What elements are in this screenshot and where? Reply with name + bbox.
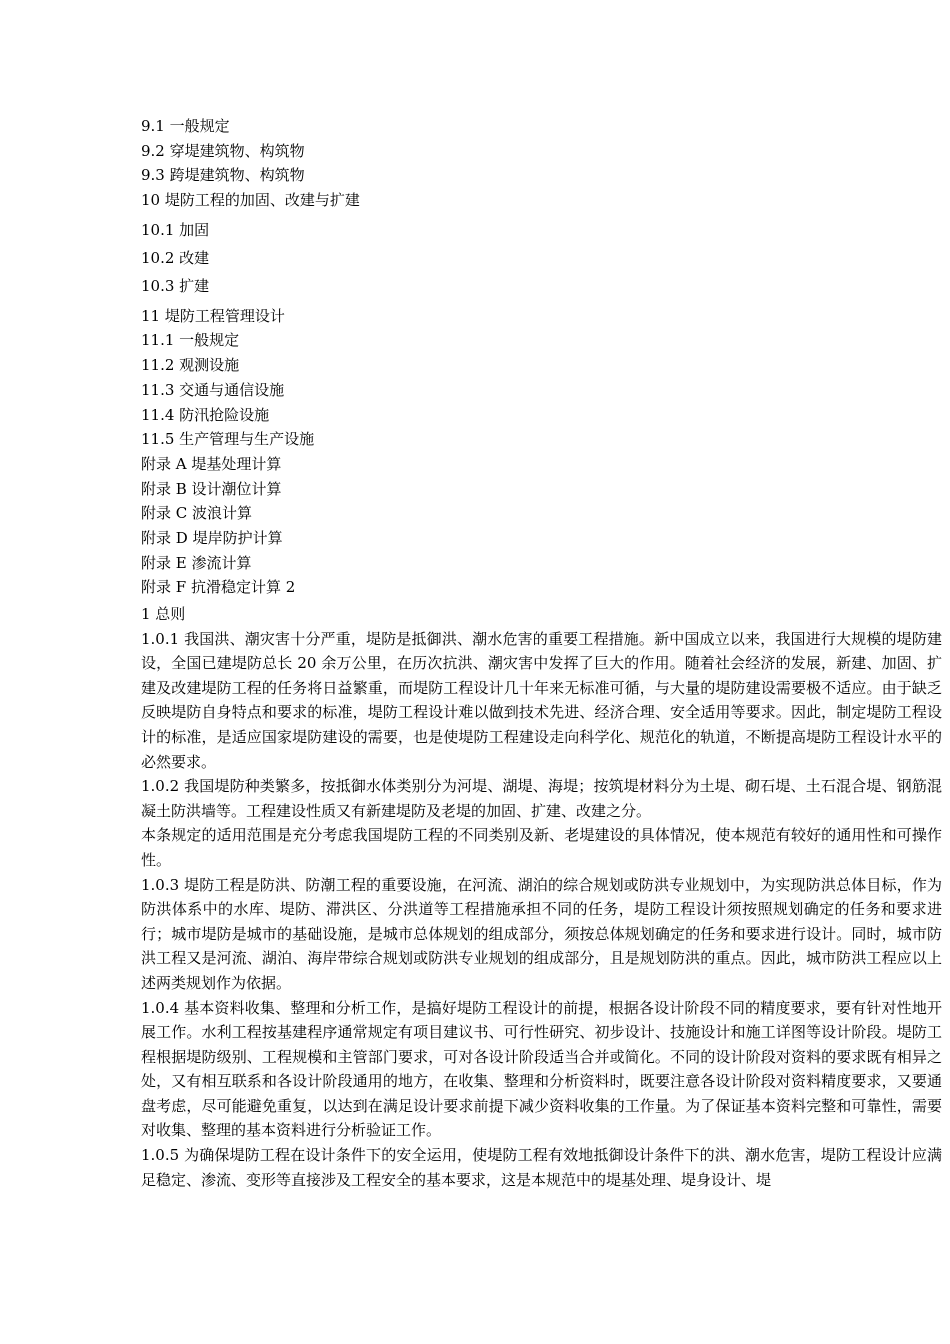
toc-entry-appendix-f: 附录 F 抗滑稳定计算 2	[141, 578, 296, 597]
toc-entry-9-1: 9.1 一般规定	[141, 117, 230, 135]
toc-entry-11: 11 堤防工程管理设计	[141, 306, 285, 325]
toc-entry-10-2: 10.2 改建	[141, 249, 210, 268]
toc-entry-appendix-d: 附录 D 堤岸防护计算	[141, 528, 283, 547]
toc-entry-11-5: 11.5 生产管理与生产设施	[141, 430, 315, 449]
toc-entry-9-2: 9.2 穿堤建筑物、构筑物	[141, 141, 305, 160]
paragraph-1-0-2: 1.0.2 我国堤防种类繁多，按抵御水体类别分为河堤、湖堤、海堤；按筑堤材料分为土堤、砌石堤、土石混合堤、钢筋混凝土防洪墙等。工程建设性质又有新建堤防及老堤的加固、扩建、改建之分。	[141, 777, 942, 820]
paragraph-1-0-4: 1.0.4 基本资料收集、整理和分析工作，是搞好堤防工程设计的前提，根据各设计阶段不同的精度要求，要有针对性地开展工作。水利工程按基建程序通常规定有项目建议书、可行性研究、初步设计、技施设计和施工详图等设计阶段。堤防工程根据堤防级别、工程规模和主管部门要求，可对各设计阶段适当合并或简化。不同的设计阶段对资料的要求既有相异之处，又有相互联系和各设计阶段通用的地方，在收集、整理和分析资料时，既要注意各设计阶段对资料精度要求，又要通盘考虑，尽可能避免重复，以达到在满足设计要求前提下减少资料收集的工作量。为了保证基本资料完整和可靠性，需要对收集、整理的基本资料进行分析验证工作。	[141, 998, 942, 1140]
body-text	[141, 602, 942, 1192]
toc-entry-10-1: 10.1 加固	[141, 221, 210, 240]
toc-entry-11-1: 11.1 一般规定	[141, 331, 240, 350]
toc-entry-appendix-e: 附录 E 渗流计算	[141, 553, 252, 572]
toc-entry-10: 10 堤防工程的加固、改建与扩建	[141, 191, 360, 210]
paragraph-1-0-5: 1.0.5 为确保堤防工程在设计条件下的安全运用，使堤防工程有效地抵御设计条件下的洪、潮水危害，堤防工程设计应满足稳定、渗流、变形等直接涉及工程安全的基本要求，这是本规范中的堤基处理、堤身设计、堤	[141, 1146, 942, 1189]
toc-entry-11-2: 11.2 观测设施	[141, 356, 240, 375]
table-of-contents	[141, 114, 781, 600]
section-heading: 1 总则	[141, 605, 186, 623]
toc-entry-11-3: 11.3 交通与通信设施	[141, 380, 285, 399]
toc-entry-appendix-b: 附录 B 设计潮位计算	[141, 479, 282, 498]
paragraph-1-0-1: 1.0.1 我国洪、潮灾害十分严重，堤防是抵御洪、潮水危害的重要工程措施。新中国成立以来，我国进行大规模的堤防建设，全国已建堤防总长 20 余万公里，在历次抗洪、潮灾害中发挥了巨大的作用。随着社会经济的发展，新建、加固、扩建及改建堤防工程的任务将日益繁重，而堤防工程设计几十年来无标准可循，与大量的堤防建设需要极不适应。由于缺乏反映堤防自身特点和要求的标准，堤防工程设计难以做到技术先进、经济合理、安全适用等要求。因此，制定堤防工程设计的标准，是适应国家堤防建设的需要，也是使堤防工程建设走向科学化、规范化的轨道，不断提高堤防工程设计水平的必然要求。	[141, 629, 942, 771]
toc-entry-10-3: 10.3 扩建	[141, 277, 210, 296]
toc-entry-9-3: 9.3 跨堤建筑物、构筑物	[141, 166, 305, 185]
paragraph-scope: 本条规定的适用范围是充分考虑我国堤防工程的不同类别及新、老堤建设的具体情况，使本规范有较好的通用性和可操作性。	[141, 826, 942, 869]
toc-entry-appendix-a: 附录 A 堤基处理计算	[141, 454, 282, 473]
toc-entry-appendix-c: 附录 C 波浪计算	[141, 504, 253, 523]
paragraph-1-0-3: 1.0.3 堤防工程是防洪、防潮工程的重要设施，在河流、湖泊的综合规划或防洪专业规划中，为实现防洪总体目标，作为防洪体系中的水库、堤防、滞洪区、分洪道等工程措施承担不同的任务，堤防工程设计须按照规划确定的任务和要求进行；城市堤防是城市的基础设施，是城市总体规划的组成部分，须按总体规划确定的任务和要求进行设计。同时，城市防洪工程又是河流、湖泊、海岸带综合规划或防洪专业规划的组成部分，且是规划防洪的重点。因此，城市防洪工程应以上述两类规划作为依据。	[141, 875, 942, 992]
toc-entry-11-4: 11.4 防汛抢险设施	[141, 405, 270, 424]
